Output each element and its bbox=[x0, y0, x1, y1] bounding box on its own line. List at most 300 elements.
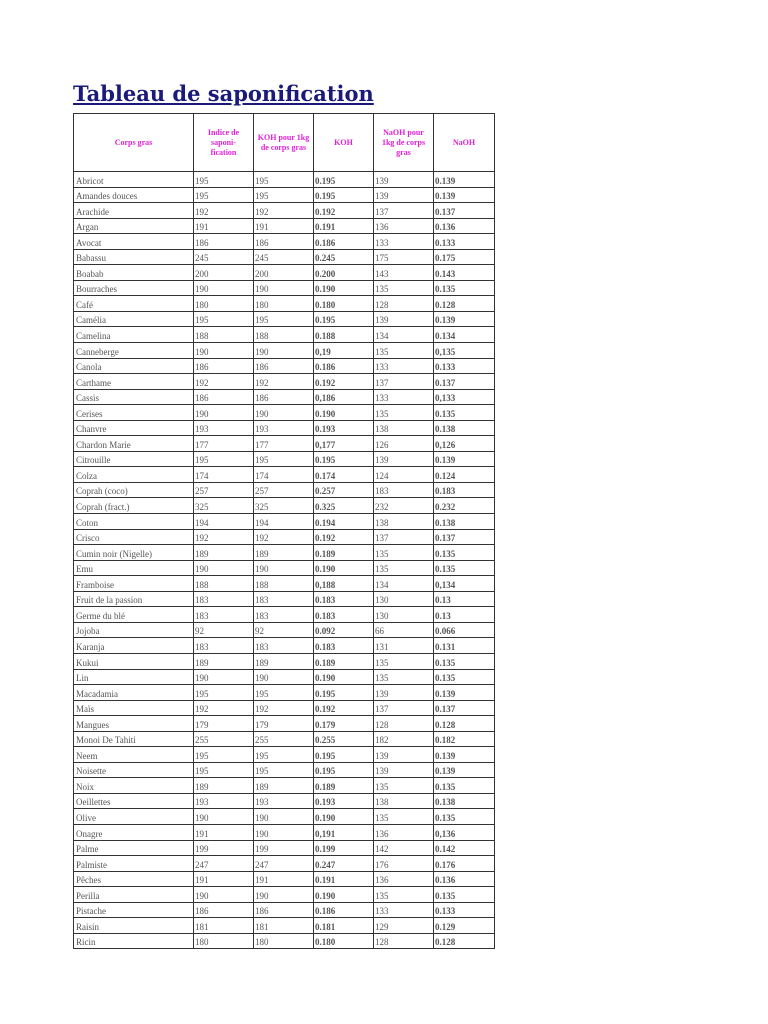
cell-corps-gras: Coprah (coco) bbox=[74, 482, 194, 498]
cell-corps-gras: Monoi De Tahiti bbox=[74, 731, 194, 747]
cell-indice: 247 bbox=[194, 856, 254, 872]
cell-naoh: 0.139 bbox=[434, 311, 495, 327]
cell-koh-per-kg: 245 bbox=[254, 249, 314, 265]
cell-naoh-per-kg: 232 bbox=[374, 498, 434, 514]
cell-indice: 180 bbox=[194, 296, 254, 312]
cell-naoh-per-kg: 135 bbox=[374, 778, 434, 794]
cell-naoh: 0.136 bbox=[434, 871, 495, 887]
cell-indice: 193 bbox=[194, 420, 254, 436]
cell-koh: 0.181 bbox=[314, 918, 374, 934]
cell-corps-gras: Germe du blé bbox=[74, 607, 194, 623]
cell-naoh-per-kg: 135 bbox=[374, 343, 434, 359]
cell-corps-gras: Canneberge bbox=[74, 343, 194, 359]
cell-naoh: 0.138 bbox=[434, 514, 495, 530]
cell-corps-gras: Cerises bbox=[74, 405, 194, 421]
cell-koh: 0.190 bbox=[314, 669, 374, 685]
cell-koh-per-kg: 179 bbox=[254, 716, 314, 732]
cell-naoh: 0.131 bbox=[434, 638, 495, 654]
cell-naoh: 0.175 bbox=[434, 249, 495, 265]
cell-koh: 0.183 bbox=[314, 591, 374, 607]
cell-corps-gras: Boabab bbox=[74, 265, 194, 281]
cell-koh: 0.193 bbox=[314, 793, 374, 809]
table-header-row bbox=[74, 114, 495, 172]
cell-koh-per-kg: 195 bbox=[254, 685, 314, 701]
cell-koh-per-kg: 186 bbox=[254, 358, 314, 374]
cell-koh: 0.195 bbox=[314, 187, 374, 203]
cell-koh-per-kg: 200 bbox=[254, 265, 314, 281]
cell-koh: 0.195 bbox=[314, 747, 374, 763]
cell-koh-per-kg: 190 bbox=[254, 824, 314, 840]
cell-indice: 186 bbox=[194, 902, 254, 918]
table-row bbox=[74, 311, 495, 327]
cell-corps-gras: Arachide bbox=[74, 203, 194, 219]
cell-indice: 194 bbox=[194, 514, 254, 530]
table-row bbox=[74, 234, 495, 250]
table-row bbox=[74, 327, 495, 343]
cell-naoh: 0.139 bbox=[434, 451, 495, 467]
cell-koh-per-kg: 92 bbox=[254, 622, 314, 638]
cell-koh: 0.174 bbox=[314, 467, 374, 483]
table-row bbox=[74, 747, 495, 763]
cell-naoh: 0.135 bbox=[434, 653, 495, 669]
saponification-table bbox=[73, 113, 495, 949]
cell-corps-gras: Maïs bbox=[74, 700, 194, 716]
cell-koh: 0.188 bbox=[314, 327, 374, 343]
cell-indice: 195 bbox=[194, 172, 254, 188]
cell-corps-gras: Colza bbox=[74, 467, 194, 483]
cell-koh-per-kg: 255 bbox=[254, 731, 314, 747]
cell-corps-gras: Coprah (fract.) bbox=[74, 498, 194, 514]
table-row bbox=[74, 451, 495, 467]
cell-indice: 190 bbox=[194, 560, 254, 576]
cell-corps-gras: Carthame bbox=[74, 374, 194, 390]
cell-naoh: 0.133 bbox=[434, 234, 495, 250]
table-row bbox=[74, 358, 495, 374]
cell-koh-per-kg: 199 bbox=[254, 840, 314, 856]
table-row bbox=[74, 731, 495, 747]
cell-koh: 0.195 bbox=[314, 451, 374, 467]
cell-indice: 183 bbox=[194, 591, 254, 607]
table-row bbox=[74, 172, 495, 188]
cell-naoh-per-kg: 182 bbox=[374, 731, 434, 747]
cell-naoh: 0.135 bbox=[434, 778, 495, 794]
cell-koh-per-kg: 194 bbox=[254, 514, 314, 530]
cell-koh-per-kg: 186 bbox=[254, 902, 314, 918]
cell-naoh: 0.232 bbox=[434, 498, 495, 514]
cell-koh: 0.192 bbox=[314, 700, 374, 716]
table-row bbox=[74, 218, 495, 234]
cell-koh: 0.092 bbox=[314, 622, 374, 638]
cell-koh-per-kg: 188 bbox=[254, 327, 314, 343]
cell-indice: 191 bbox=[194, 871, 254, 887]
cell-indice: 189 bbox=[194, 545, 254, 561]
cell-naoh: 0.139 bbox=[434, 172, 495, 188]
cell-koh-per-kg: 195 bbox=[254, 747, 314, 763]
cell-corps-gras: Perilla bbox=[74, 887, 194, 903]
cell-naoh: 0.13 bbox=[434, 607, 495, 623]
cell-naoh-per-kg: 128 bbox=[374, 716, 434, 732]
cell-koh-per-kg: 180 bbox=[254, 296, 314, 312]
table-row bbox=[74, 265, 495, 281]
cell-koh: 0.186 bbox=[314, 234, 374, 250]
cell-naoh: 0.138 bbox=[434, 793, 495, 809]
cell-koh: 0.325 bbox=[314, 498, 374, 514]
cell-koh: 0.189 bbox=[314, 545, 374, 561]
table-row bbox=[74, 343, 495, 359]
cell-naoh-per-kg: 130 bbox=[374, 607, 434, 623]
cell-naoh: 0.139 bbox=[434, 747, 495, 763]
table-row bbox=[74, 653, 495, 669]
table-row bbox=[74, 778, 495, 794]
cell-koh-per-kg: 192 bbox=[254, 374, 314, 390]
cell-naoh: 0.142 bbox=[434, 840, 495, 856]
cell-koh-per-kg: 183 bbox=[254, 607, 314, 623]
cell-indice: 325 bbox=[194, 498, 254, 514]
cell-koh-per-kg: 195 bbox=[254, 762, 314, 778]
cell-koh: 0.190 bbox=[314, 560, 374, 576]
cell-corps-gras: Kukui bbox=[74, 653, 194, 669]
cell-koh-per-kg: 183 bbox=[254, 638, 314, 654]
cell-naoh-per-kg: 135 bbox=[374, 545, 434, 561]
cell-koh-per-kg: 189 bbox=[254, 778, 314, 794]
cell-corps-gras: Framboise bbox=[74, 576, 194, 592]
cell-corps-gras: Onagre bbox=[74, 824, 194, 840]
cell-naoh-per-kg: 137 bbox=[374, 529, 434, 545]
cell-corps-gras: Macadamia bbox=[74, 685, 194, 701]
cell-naoh-per-kg: 139 bbox=[374, 747, 434, 763]
cell-naoh-per-kg: 137 bbox=[374, 374, 434, 390]
cell-koh-per-kg: 192 bbox=[254, 529, 314, 545]
table-row bbox=[74, 389, 495, 405]
cell-indice: 195 bbox=[194, 187, 254, 203]
cell-corps-gras: Avocat bbox=[74, 234, 194, 250]
cell-koh-per-kg: 191 bbox=[254, 218, 314, 234]
cell-corps-gras: Pistache bbox=[74, 902, 194, 918]
cell-koh-per-kg: 193 bbox=[254, 793, 314, 809]
cell-koh: 0.195 bbox=[314, 685, 374, 701]
cell-koh: 0.180 bbox=[314, 296, 374, 312]
cell-koh-per-kg: 257 bbox=[254, 482, 314, 498]
cell-koh: 0.199 bbox=[314, 840, 374, 856]
table-row bbox=[74, 498, 495, 514]
table-row bbox=[74, 622, 495, 638]
table-row bbox=[74, 809, 495, 825]
cell-naoh: 0.135 bbox=[434, 405, 495, 421]
cell-naoh: 0.183 bbox=[434, 482, 495, 498]
cell-corps-gras: Amandes douces bbox=[74, 187, 194, 203]
cell-naoh-per-kg: 138 bbox=[374, 793, 434, 809]
table-row bbox=[74, 871, 495, 887]
cell-naoh: 0.138 bbox=[434, 420, 495, 436]
table-row bbox=[74, 685, 495, 701]
cell-koh-per-kg: 247 bbox=[254, 856, 314, 872]
cell-indice: 183 bbox=[194, 607, 254, 623]
cell-naoh: 0.139 bbox=[434, 762, 495, 778]
cell-corps-gras: Camélia bbox=[74, 311, 194, 327]
cell-indice: 192 bbox=[194, 529, 254, 545]
cell-koh: 0.186 bbox=[314, 902, 374, 918]
cell-koh-per-kg: 195 bbox=[254, 172, 314, 188]
cell-koh: 0.247 bbox=[314, 856, 374, 872]
cell-koh: 0.189 bbox=[314, 653, 374, 669]
cell-naoh-per-kg: 143 bbox=[374, 265, 434, 281]
cell-indice: 199 bbox=[194, 840, 254, 856]
cell-corps-gras: Oeillettes bbox=[74, 793, 194, 809]
cell-naoh-per-kg: 139 bbox=[374, 187, 434, 203]
cell-corps-gras: Cumin noir (Nigelle) bbox=[74, 545, 194, 561]
cell-naoh: 0,133 bbox=[434, 389, 495, 405]
cell-corps-gras: Fruit de la passion bbox=[74, 591, 194, 607]
cell-koh-per-kg: 183 bbox=[254, 591, 314, 607]
cell-koh-per-kg: 190 bbox=[254, 343, 314, 359]
table-row bbox=[74, 545, 495, 561]
cell-naoh-per-kg: 136 bbox=[374, 871, 434, 887]
table-row bbox=[74, 840, 495, 856]
cell-corps-gras: Mangues bbox=[74, 716, 194, 732]
cell-koh-per-kg: 186 bbox=[254, 389, 314, 405]
table-row bbox=[74, 482, 495, 498]
cell-corps-gras: Chanvre bbox=[74, 420, 194, 436]
cell-naoh: 0.137 bbox=[434, 529, 495, 545]
cell-corps-gras: Noix bbox=[74, 778, 194, 794]
cell-corps-gras: Camelina bbox=[74, 327, 194, 343]
cell-corps-gras: Palmiste bbox=[74, 856, 194, 872]
cell-koh-per-kg: 189 bbox=[254, 545, 314, 561]
cell-corps-gras: Noisette bbox=[74, 762, 194, 778]
cell-naoh-per-kg: 135 bbox=[374, 809, 434, 825]
cell-koh: 0,186 bbox=[314, 389, 374, 405]
cell-naoh-per-kg: 126 bbox=[374, 436, 434, 452]
cell-naoh: 0.135 bbox=[434, 560, 495, 576]
cell-indice: 186 bbox=[194, 358, 254, 374]
cell-koh: 0.190 bbox=[314, 887, 374, 903]
cell-indice: 174 bbox=[194, 467, 254, 483]
cell-naoh-per-kg: 139 bbox=[374, 685, 434, 701]
cell-koh-per-kg: 188 bbox=[254, 576, 314, 592]
cell-indice: 255 bbox=[194, 731, 254, 747]
cell-naoh: 0.137 bbox=[434, 374, 495, 390]
cell-naoh-per-kg: 139 bbox=[374, 762, 434, 778]
cell-koh-per-kg: 190 bbox=[254, 669, 314, 685]
cell-corps-gras: Canola bbox=[74, 358, 194, 374]
cell-indice: 195 bbox=[194, 747, 254, 763]
cell-indice: 190 bbox=[194, 669, 254, 685]
cell-corps-gras: Abricot bbox=[74, 172, 194, 188]
cell-indice: 200 bbox=[194, 265, 254, 281]
table-row bbox=[74, 420, 495, 436]
cell-koh: 0.189 bbox=[314, 778, 374, 794]
table-row bbox=[74, 405, 495, 421]
cell-koh: 0.195 bbox=[314, 762, 374, 778]
cell-koh-per-kg: 192 bbox=[254, 700, 314, 716]
table-row bbox=[74, 607, 495, 623]
cell-naoh: 0,136 bbox=[434, 824, 495, 840]
cell-naoh-per-kg: 134 bbox=[374, 327, 434, 343]
table-row bbox=[74, 467, 495, 483]
cell-koh: 0.257 bbox=[314, 482, 374, 498]
cell-indice: 188 bbox=[194, 576, 254, 592]
cell-koh-per-kg: 325 bbox=[254, 498, 314, 514]
cell-koh: 0.186 bbox=[314, 358, 374, 374]
cell-koh-per-kg: 190 bbox=[254, 405, 314, 421]
table-row bbox=[74, 887, 495, 903]
cell-koh: 0.190 bbox=[314, 280, 374, 296]
cell-naoh-per-kg: 124 bbox=[374, 467, 434, 483]
cell-koh: 0.183 bbox=[314, 638, 374, 654]
table-row bbox=[74, 856, 495, 872]
cell-koh: 0.190 bbox=[314, 405, 374, 421]
cell-naoh: 0.129 bbox=[434, 918, 495, 934]
cell-koh-per-kg: 195 bbox=[254, 311, 314, 327]
table-row bbox=[74, 529, 495, 545]
cell-indice: 180 bbox=[194, 933, 254, 949]
table-row bbox=[74, 638, 495, 654]
cell-naoh-per-kg: 138 bbox=[374, 420, 434, 436]
cell-corps-gras: Pêches bbox=[74, 871, 194, 887]
cell-koh-per-kg: 192 bbox=[254, 203, 314, 219]
cell-indice: 190 bbox=[194, 887, 254, 903]
cell-indice: 191 bbox=[194, 218, 254, 234]
header-koh: KOH bbox=[314, 114, 374, 172]
cell-naoh: 0.13 bbox=[434, 591, 495, 607]
cell-corps-gras: Lin bbox=[74, 669, 194, 685]
cell-naoh-per-kg: 134 bbox=[374, 576, 434, 592]
cell-koh-per-kg: 195 bbox=[254, 451, 314, 467]
cell-naoh: 0.135 bbox=[434, 887, 495, 903]
cell-indice: 186 bbox=[194, 389, 254, 405]
cell-indice: 195 bbox=[194, 685, 254, 701]
header-corps-gras: Corps gras bbox=[74, 114, 194, 172]
cell-koh-per-kg: 190 bbox=[254, 887, 314, 903]
cell-indice: 189 bbox=[194, 653, 254, 669]
cell-corps-gras: Neem bbox=[74, 747, 194, 763]
header-naoh-per-kg: NaOH pour 1kg de corps gras bbox=[374, 114, 434, 172]
cell-corps-gras: Karanja bbox=[74, 638, 194, 654]
cell-koh: 0.195 bbox=[314, 172, 374, 188]
table-row bbox=[74, 280, 495, 296]
cell-naoh-per-kg: 135 bbox=[374, 653, 434, 669]
cell-koh: 0.195 bbox=[314, 311, 374, 327]
cell-naoh-per-kg: 130 bbox=[374, 591, 434, 607]
cell-koh-per-kg: 174 bbox=[254, 467, 314, 483]
cell-naoh-per-kg: 136 bbox=[374, 824, 434, 840]
cell-indice: 191 bbox=[194, 824, 254, 840]
cell-naoh-per-kg: 128 bbox=[374, 296, 434, 312]
table-row bbox=[74, 514, 495, 530]
cell-indice: 188 bbox=[194, 327, 254, 343]
cell-indice: 190 bbox=[194, 405, 254, 421]
header-naoh: NaOH bbox=[434, 114, 495, 172]
table-row bbox=[74, 591, 495, 607]
cell-naoh: 0.128 bbox=[434, 296, 495, 312]
cell-koh-per-kg: 177 bbox=[254, 436, 314, 452]
cell-koh-per-kg: 186 bbox=[254, 234, 314, 250]
cell-naoh: 0.137 bbox=[434, 203, 495, 219]
cell-koh: 0.194 bbox=[314, 514, 374, 530]
table-row bbox=[74, 793, 495, 809]
cell-koh: 0.191 bbox=[314, 218, 374, 234]
cell-naoh-per-kg: 135 bbox=[374, 560, 434, 576]
table-row bbox=[74, 824, 495, 840]
cell-naoh: 0.176 bbox=[434, 856, 495, 872]
cell-indice: 179 bbox=[194, 716, 254, 732]
cell-koh-per-kg: 195 bbox=[254, 187, 314, 203]
table-row bbox=[74, 374, 495, 390]
cell-koh-per-kg: 190 bbox=[254, 560, 314, 576]
table-row bbox=[74, 700, 495, 716]
cell-naoh: 0,126 bbox=[434, 436, 495, 452]
cell-koh: 0,177 bbox=[314, 436, 374, 452]
cell-indice: 195 bbox=[194, 762, 254, 778]
cell-naoh-per-kg: 135 bbox=[374, 280, 434, 296]
cell-koh-per-kg: 190 bbox=[254, 809, 314, 825]
cell-corps-gras: Café bbox=[74, 296, 194, 312]
cell-naoh: 0.135 bbox=[434, 280, 495, 296]
cell-koh: 0,19 bbox=[314, 343, 374, 359]
cell-indice: 192 bbox=[194, 374, 254, 390]
cell-corps-gras: Argan bbox=[74, 218, 194, 234]
cell-koh: 0.192 bbox=[314, 374, 374, 390]
cell-naoh-per-kg: 137 bbox=[374, 700, 434, 716]
cell-naoh-per-kg: 133 bbox=[374, 234, 434, 250]
cell-naoh: 0.128 bbox=[434, 716, 495, 732]
cell-naoh: 0.124 bbox=[434, 467, 495, 483]
table-row bbox=[74, 918, 495, 934]
table-row bbox=[74, 902, 495, 918]
cell-koh: 0.255 bbox=[314, 731, 374, 747]
cell-naoh-per-kg: 135 bbox=[374, 887, 434, 903]
cell-naoh-per-kg: 129 bbox=[374, 918, 434, 934]
table-row bbox=[74, 203, 495, 219]
cell-koh-per-kg: 193 bbox=[254, 420, 314, 436]
cell-indice: 92 bbox=[194, 622, 254, 638]
cell-naoh-per-kg: 133 bbox=[374, 902, 434, 918]
cell-naoh: 0.135 bbox=[434, 669, 495, 685]
cell-indice: 192 bbox=[194, 700, 254, 716]
page-title: Tableau de saponification bbox=[73, 81, 374, 106]
cell-naoh: 0.135 bbox=[434, 809, 495, 825]
table-row bbox=[74, 187, 495, 203]
cell-naoh-per-kg: 142 bbox=[374, 840, 434, 856]
cell-indice: 190 bbox=[194, 280, 254, 296]
cell-indice: 177 bbox=[194, 436, 254, 452]
cell-corps-gras: Babassu bbox=[74, 249, 194, 265]
cell-indice: 190 bbox=[194, 343, 254, 359]
table-row bbox=[74, 560, 495, 576]
cell-koh: 0.180 bbox=[314, 933, 374, 949]
cell-koh-per-kg: 180 bbox=[254, 933, 314, 949]
cell-corps-gras: Ricin bbox=[74, 933, 194, 949]
cell-naoh-per-kg: 128 bbox=[374, 933, 434, 949]
cell-koh-per-kg: 189 bbox=[254, 653, 314, 669]
table-row bbox=[74, 296, 495, 312]
cell-naoh: 0.139 bbox=[434, 685, 495, 701]
cell-naoh: 0.136 bbox=[434, 218, 495, 234]
cell-naoh: 0.139 bbox=[434, 187, 495, 203]
cell-koh: 0.193 bbox=[314, 420, 374, 436]
cell-corps-gras: Olive bbox=[74, 809, 194, 825]
cell-naoh-per-kg: 183 bbox=[374, 482, 434, 498]
cell-koh: 0,188 bbox=[314, 576, 374, 592]
table-row bbox=[74, 576, 495, 592]
cell-koh-per-kg: 181 bbox=[254, 918, 314, 934]
cell-koh-per-kg: 190 bbox=[254, 280, 314, 296]
cell-naoh: 0.143 bbox=[434, 265, 495, 281]
cell-naoh-per-kg: 66 bbox=[374, 622, 434, 638]
cell-naoh-per-kg: 175 bbox=[374, 249, 434, 265]
table-row bbox=[74, 933, 495, 949]
cell-naoh-per-kg: 137 bbox=[374, 203, 434, 219]
